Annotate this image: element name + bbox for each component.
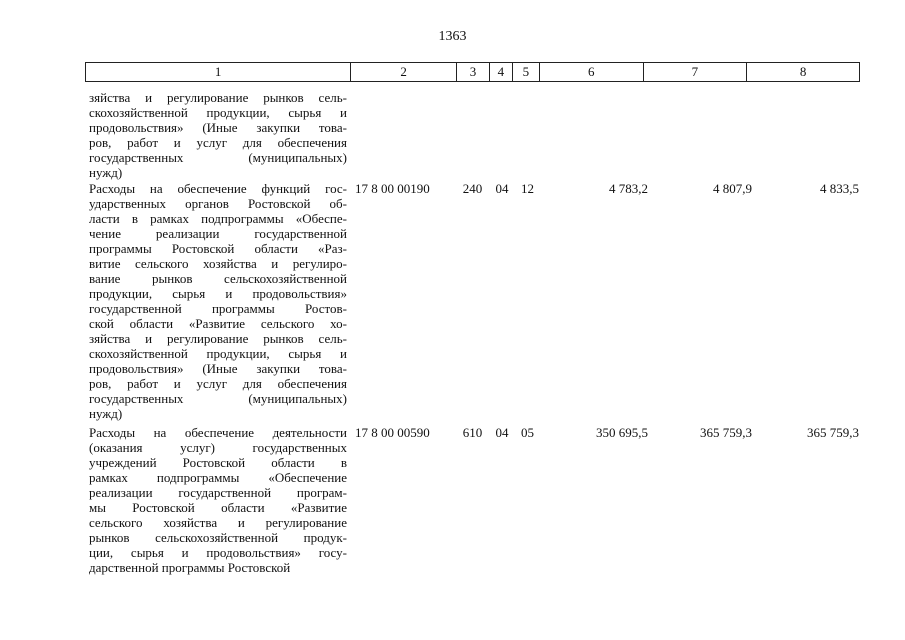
section: 04 (495, 425, 509, 440)
description-line: программы Ростовской области «Раз- (89, 241, 347, 256)
page-number: 1363 (438, 29, 467, 44)
description-line: продукции, сырья и продовольствия» (89, 286, 347, 301)
description-line: (оказания услуг) государственных (89, 440, 347, 455)
description-line: учреждений Ростовской области в (89, 455, 347, 470)
description-line: Расходы на обеспечение функций гос- (89, 181, 347, 196)
description-line: чение реализации государственной (89, 226, 347, 241)
expense-type: 240 (462, 181, 483, 196)
section: 04 (495, 181, 509, 196)
budget-code: 17 8 00 00190 (355, 181, 430, 196)
description-line: скохозяйственной продукции, сырья и (89, 346, 347, 361)
description-line: продовольствия» (Иные закупки това- (89, 120, 347, 135)
amount-col-8: 365 759,3 (807, 425, 859, 440)
column-header-5: 5 (513, 63, 540, 81)
description-line: витие сельского хозяйства и регулиро- (89, 256, 347, 271)
description-line: ров, работ и услуг для обеспечения (89, 376, 347, 391)
row-description (89, 90, 347, 180)
description-line: ской области «Развитие сельского хо- (89, 316, 347, 331)
amount-col-6: 4 783,2 (609, 181, 648, 196)
description-line: реализации государственной програм- (89, 485, 347, 500)
column-header-2: 2 (351, 63, 457, 81)
description-line: дарственной программы Ростовской (89, 560, 291, 575)
expense-type: 610 (462, 425, 483, 440)
description-line: ударственных органов Ростовской об- (89, 196, 347, 211)
description-line: продовольствия» (Иные закупки това- (89, 361, 347, 376)
budget-code: 17 8 00 00590 (355, 425, 430, 440)
description-line: ции, сырья и продовольствия» госу- (89, 545, 347, 560)
column-header-4: 4 (490, 63, 513, 81)
description-line: нужд) (89, 165, 123, 180)
table-row (85, 425, 860, 575)
subsection: 05 (521, 425, 534, 440)
description-line: зяйства и регулирование рынков сель- (89, 90, 347, 105)
amount-col-7: 4 807,9 (713, 181, 752, 196)
row-description (89, 181, 347, 421)
description-line: сельского хозяйства и регулирование (89, 515, 347, 530)
amount-col-8: 4 833,5 (820, 181, 859, 196)
description-line: государственных (муниципальных) (89, 391, 347, 406)
table-row (85, 90, 860, 180)
column-header-3: 3 (457, 63, 490, 81)
table-header (85, 62, 860, 82)
description-line: вание рынков сельскохозяйственной (89, 271, 347, 286)
description-line: государственных (муниципальных) (89, 150, 347, 165)
column-header-8: 8 (799, 64, 807, 79)
column-header-6: 6 (540, 63, 644, 81)
description-line: нужд) (89, 406, 123, 421)
amount-col-7: 365 759,3 (700, 425, 752, 440)
description-line: государственной программы Ростов- (89, 301, 347, 316)
description-line: мы Ростовской области «Развитие (89, 500, 347, 515)
column-header-7: 7 (644, 63, 748, 81)
column-header-1: 1 (86, 63, 351, 81)
row-description (89, 425, 347, 575)
description-line: рынков сельскохозяйственной продук- (89, 530, 347, 545)
description-line: рамках подпрограммы «Обеспечение (89, 470, 347, 485)
description-line: ласти в рамках подпрограммы «Обеспе- (89, 211, 347, 226)
description-line: ров, работ и услуг для обеспечения (89, 135, 347, 150)
description-line: скохозяйственной продукции, сырья и (89, 105, 347, 120)
amount-col-6: 350 695,5 (596, 425, 648, 440)
table-row (85, 181, 860, 421)
subsection: 12 (521, 181, 534, 196)
description-line: зяйства и регулирование рынков сель- (89, 331, 347, 346)
description-line: Расходы на обеспечение деятельности (89, 425, 347, 440)
